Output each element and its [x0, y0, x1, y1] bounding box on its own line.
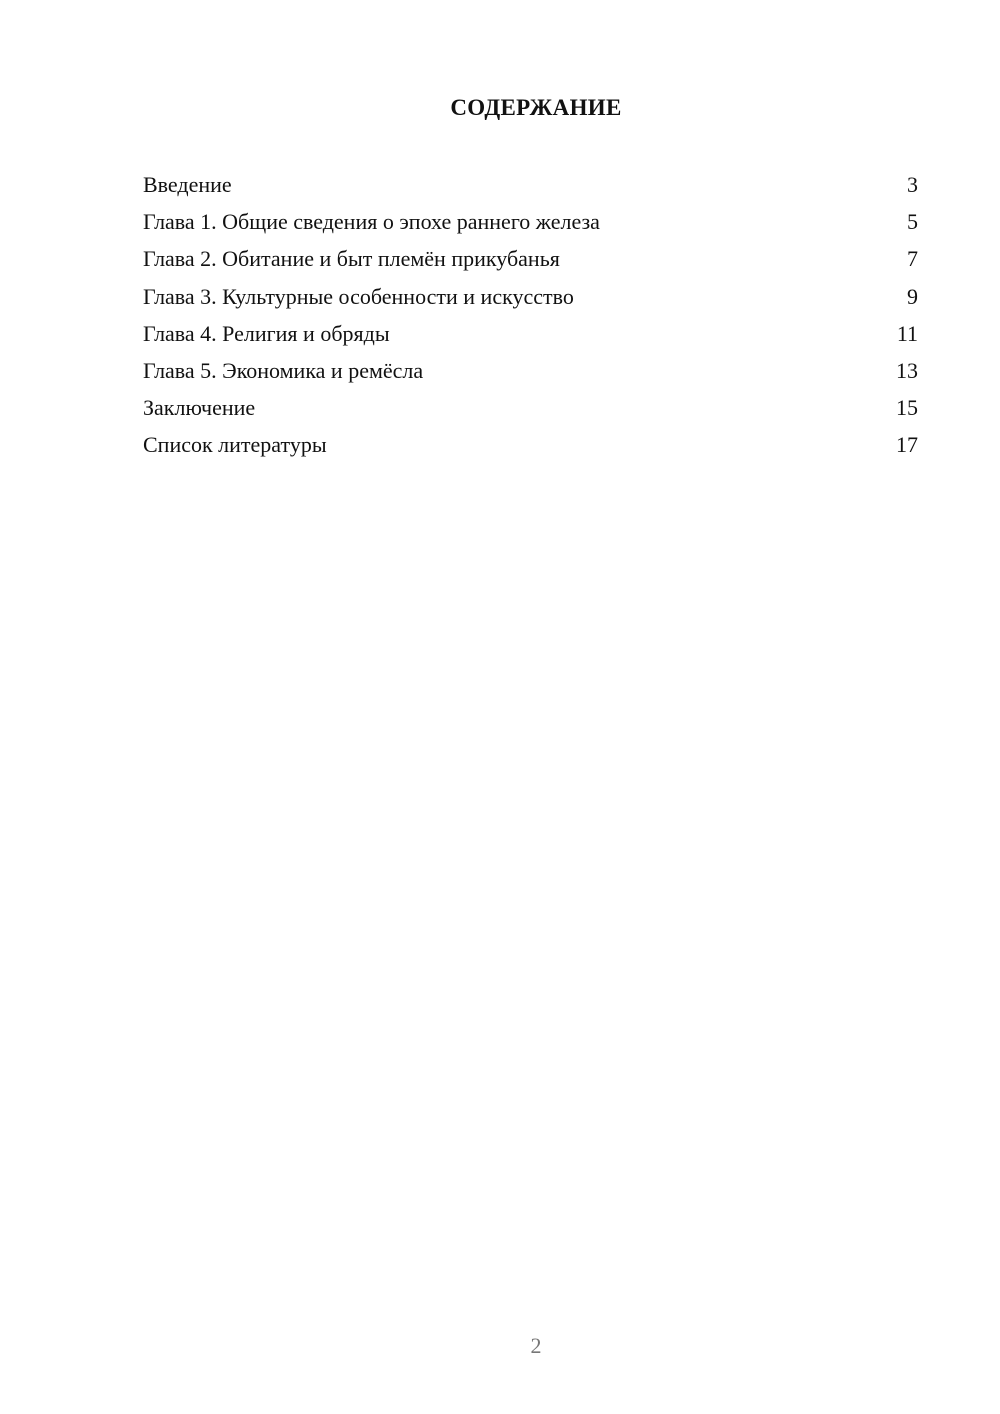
toc-entry-page: 15: [896, 395, 918, 421]
toc-entry-references: [143, 430, 918, 467]
page-title: СОДЕРЖАНИЕ: [450, 95, 622, 120]
toc-entry-page: 13: [896, 357, 918, 383]
toc-entry-chapter-5: [143, 356, 918, 393]
toc-entry-label: Глава 2. Обитание и быт племён прикубанья: [143, 246, 560, 272]
toc-entry-label: Глава 4. Религия и обряды: [143, 320, 390, 346]
toc-entry-page: 5: [907, 209, 918, 235]
toc-entry-chapter-4: [143, 319, 918, 356]
toc-entry-label: Глава 1. Общие сведения о эпохе раннего железа: [143, 209, 600, 235]
toc-entry-page: 3: [907, 172, 918, 197]
toc-entry-label: Введение: [143, 172, 232, 197]
toc-entry-conclusion: [143, 393, 918, 430]
toc-entry-page: 9: [907, 283, 918, 309]
toc-entry-page: 17: [896, 432, 918, 458]
table-of-contents: [143, 170, 918, 468]
toc-entry-page: 7: [907, 246, 918, 272]
toc-entry-introduction: [143, 170, 918, 207]
toc-entry-chapter-1: [143, 207, 918, 244]
page-number: 2: [530, 1333, 542, 1358]
toc-entry-label: Заключение: [143, 395, 256, 421]
toc-entry-chapter-3: [143, 282, 918, 319]
toc-entry-label: Глава 3. Культурные особенности и искусство: [143, 283, 574, 309]
toc-entry-chapter-2: [143, 244, 918, 281]
toc-entry-page: 11: [896, 320, 918, 346]
toc-entry-label: Список литературы: [143, 432, 327, 458]
toc-entry-label: Глава 5. Экономика и ремёсла: [143, 357, 424, 383]
